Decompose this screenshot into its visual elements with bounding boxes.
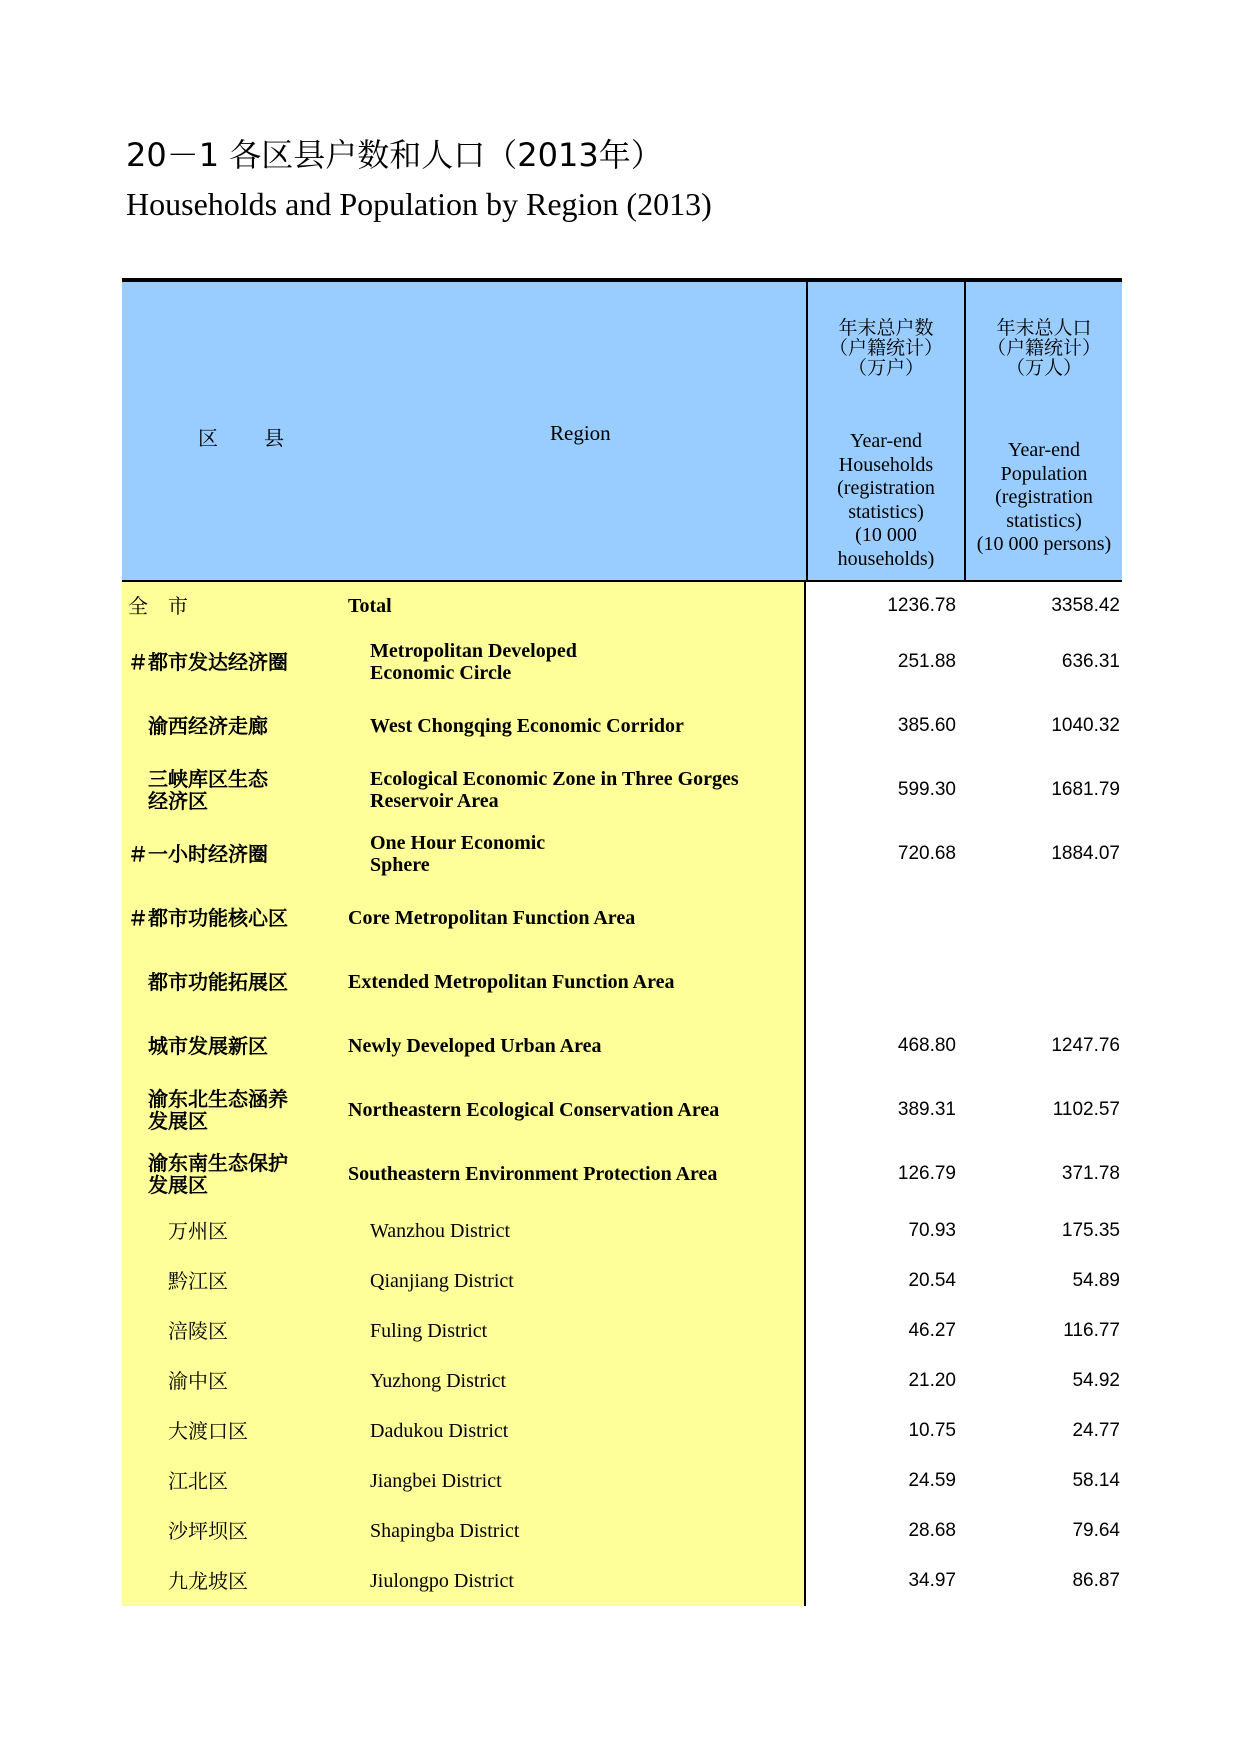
- table-row: [122, 822, 1122, 886]
- region-name-chinese: 三峡库区生态 经济区: [122, 758, 348, 822]
- households-value: 70.93: [908, 1220, 956, 1241]
- district-name-chinese: 渝中区: [122, 1356, 348, 1406]
- population-value: 86.87: [1072, 1570, 1120, 1591]
- households-value: 20.54: [908, 1270, 956, 1291]
- households-header: [808, 282, 966, 580]
- table-row: [122, 1256, 1122, 1306]
- population-header: [966, 282, 1122, 580]
- households-value: [806, 950, 964, 1014]
- households-value: 599.30: [897, 779, 956, 800]
- region-name-chinese: 都市功能拓展区: [122, 950, 348, 1014]
- households-value: 24.59: [908, 1470, 956, 1491]
- region-name-english: Ecological Economic Zone in Three Gorges Reservoir Area: [348, 758, 806, 822]
- table-row: [122, 1142, 1122, 1206]
- region-name-chinese: 渝西经济走廊: [122, 694, 348, 758]
- households-population-table: [122, 278, 1122, 1606]
- table-row: [122, 694, 1122, 758]
- table-row: [122, 950, 1122, 1014]
- district-name-chinese: 大渡口区: [122, 1406, 348, 1456]
- page-title-english: Households and Population by Region (2013): [126, 186, 712, 222]
- households-value: 468.80: [897, 1035, 956, 1056]
- region-name-english: Extended Metropolitan Function Area: [348, 950, 806, 1014]
- district-name-chinese: 黔江区: [122, 1256, 348, 1306]
- region-name-chinese: 渝东南生态保护 发展区: [122, 1142, 348, 1206]
- district-name-english: Yuzhong District: [348, 1356, 806, 1406]
- district-name-chinese: 九龙坡区: [122, 1556, 348, 1606]
- population-value: 79.64: [1072, 1520, 1120, 1541]
- population-value: 3358.42: [1051, 595, 1120, 616]
- table-row: [122, 1306, 1122, 1356]
- table-row: [122, 582, 1122, 630]
- region-name-english: Metropolitan Developed Economic Circle: [348, 630, 806, 694]
- table-row: [122, 1406, 1122, 1456]
- population-header-english: Year-end Population (registration statistics) (10 000 persons): [976, 439, 1112, 555]
- population-value: 1884.07: [1051, 843, 1120, 864]
- population-value: 1102.57: [1052, 1099, 1120, 1120]
- households-header-chinese: 年末总户数 （户籍统计） （万户）: [828, 317, 943, 379]
- district-name-english: Qianjiang District: [348, 1256, 806, 1306]
- region-name-english: Southeastern Environment Protection Area: [348, 1142, 806, 1206]
- table-row: [122, 1506, 1122, 1556]
- region-name-english: West Chongqing Economic Corridor: [348, 694, 806, 758]
- region-name-chinese: ＃一小时经济圈: [122, 822, 348, 886]
- population-value: 54.92: [1072, 1370, 1120, 1391]
- table-row: [122, 886, 1122, 950]
- households-value: 720.68: [897, 843, 956, 864]
- population-value: 175.35: [1061, 1220, 1120, 1241]
- region-header-english: Region: [550, 421, 611, 445]
- table-row: [122, 630, 1122, 694]
- households-value: 21.20: [908, 1370, 956, 1391]
- region-name-english: Total: [348, 582, 806, 630]
- households-value: 251.88: [897, 651, 956, 672]
- table-row: [122, 1356, 1122, 1406]
- table-header: [122, 282, 1122, 582]
- region-name-chinese: ＃都市发达经济圈: [122, 630, 348, 694]
- households-value: [806, 886, 964, 950]
- table-body: [122, 582, 1122, 1606]
- households-value: 126.79: [897, 1163, 956, 1184]
- district-name-english: Shapingba District: [348, 1506, 806, 1556]
- households-value: 10.75: [908, 1420, 956, 1441]
- district-name-english: Jiulongpo District: [348, 1556, 806, 1606]
- population-value: 54.89: [1072, 1270, 1120, 1291]
- region-name-english: Northeastern Ecological Conservation Area: [348, 1078, 806, 1142]
- region-header: [122, 282, 808, 580]
- population-value: 1040.32: [1051, 715, 1120, 736]
- table-row: [122, 1206, 1122, 1256]
- population-value: 371.78: [1061, 1163, 1120, 1184]
- region-name-chinese: 城市发展新区: [122, 1014, 348, 1078]
- page-title-chinese: 20－1 各区县户数和人口（2013年）: [126, 136, 663, 174]
- population-header-chinese: 年末总人口 （户籍统计） （万人）: [986, 317, 1101, 379]
- population-value: 1681.79: [1051, 779, 1120, 800]
- district-name-chinese: 涪陵区: [122, 1306, 348, 1356]
- households-value: 46.27: [908, 1320, 956, 1341]
- table-row: [122, 1456, 1122, 1506]
- table-row: [122, 1556, 1122, 1606]
- region-name-english: Core Metropolitan Function Area: [348, 886, 806, 950]
- region-name-chinese: 全 市: [122, 582, 348, 630]
- population-value: 116.77: [1063, 1320, 1120, 1341]
- region-name-chinese: 渝东北生态涵养 发展区: [122, 1078, 348, 1142]
- district-name-english: Jiangbei District: [348, 1456, 806, 1506]
- table-row: [122, 1078, 1122, 1142]
- region-name-english: One Hour Economic Sphere: [348, 822, 806, 886]
- population-value: 24.77: [1072, 1420, 1120, 1441]
- district-name-english: Wanzhou District: [348, 1206, 806, 1256]
- population-value: 636.31: [1061, 651, 1120, 672]
- population-value: [964, 950, 1120, 1014]
- district-name-english: Dadukou District: [348, 1406, 806, 1456]
- table-row: [122, 1014, 1122, 1078]
- table-row: [122, 758, 1122, 822]
- households-value: 28.68: [908, 1520, 956, 1541]
- population-value: 58.14: [1072, 1470, 1120, 1491]
- households-header-english: Year-end Households (registration statistics) (10 000 households): [837, 430, 935, 570]
- region-name-chinese: ＃都市功能核心区: [122, 886, 348, 950]
- region-name-english: Newly Developed Urban Area: [348, 1014, 806, 1078]
- district-name-chinese: 沙坪坝区: [122, 1506, 348, 1556]
- households-value: 389.31: [897, 1099, 956, 1120]
- region-header-chinese: 区 县: [198, 426, 286, 450]
- population-value: 1247.76: [1051, 1035, 1120, 1056]
- population-value: [964, 886, 1120, 950]
- households-value: 1236.78: [887, 595, 956, 616]
- district-name-chinese: 万州区: [122, 1206, 348, 1256]
- households-value: 34.97: [908, 1570, 956, 1591]
- households-value: 385.60: [897, 715, 956, 736]
- district-name-chinese: 江北区: [122, 1456, 348, 1506]
- district-name-english: Fuling District: [348, 1306, 806, 1356]
